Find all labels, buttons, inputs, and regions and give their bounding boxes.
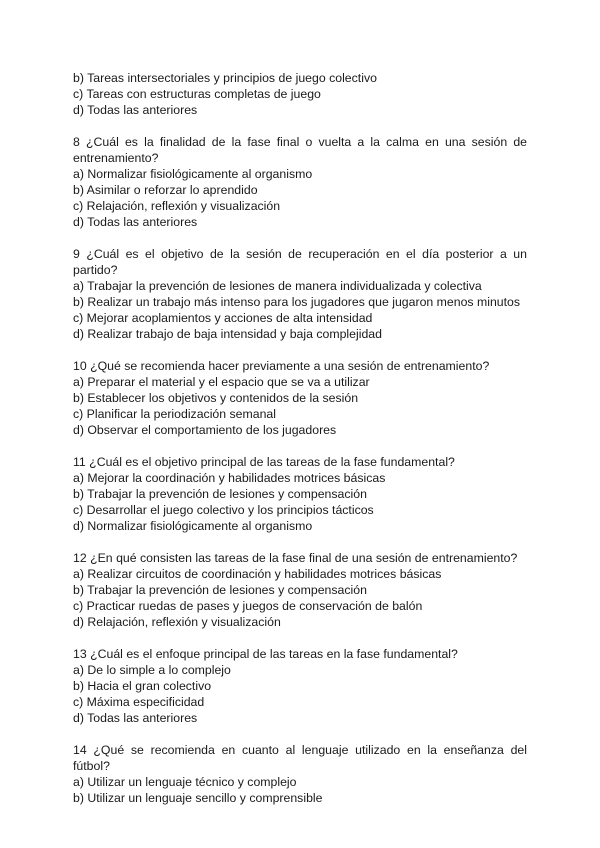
- spacer: [73, 438, 527, 454]
- option-a: a) De lo simple a lo complejo: [73, 663, 231, 677]
- question-text: 11 ¿Cuál es el objetivo principal de las tareas de la fase fundamental?: [73, 455, 455, 469]
- spacer: [73, 118, 527, 134]
- option-b: b) Realizar un trabajo más intenso para los jugadores que jugaron menos minutos: [73, 295, 521, 309]
- option-a: a) Normalizar fisiológicamente al organismo: [73, 167, 313, 181]
- spacer: [73, 534, 527, 550]
- question-block-13: [73, 646, 527, 726]
- option-b: b) Hacia el gran colectivo: [73, 679, 212, 693]
- question-text: 9 ¿Cuál es el objetivo de la sesión de recuperación en el día posterior a un partido?: [73, 247, 527, 277]
- option-d: d) Normalizar fisiológicamente al organismo: [73, 519, 313, 533]
- option-d: d) Relajación, reflexión y visualización: [73, 615, 281, 629]
- option-c: c) Desarrollar el juego colectivo y los principios tácticos: [73, 503, 374, 517]
- spacer: [73, 342, 527, 358]
- option-b: b) Establecer los objetivos y contenidos de la sesión: [73, 391, 359, 405]
- option-b: b) Trabajar la prevención de lesiones y compensación: [73, 487, 367, 501]
- question-text: 14 ¿Qué se recomienda en cuanto al lenguaje utilizado en la enseñanza del fútbol?: [73, 743, 527, 773]
- option-c: c) Practicar ruedas de pases y juegos de conservación de balón: [73, 599, 423, 613]
- option-a: a) Preparar el material y el espacio que se va a utilizar: [73, 375, 370, 389]
- question-block-9: [73, 246, 527, 342]
- question-block-10: [73, 358, 527, 438]
- spacer: [73, 230, 527, 246]
- option-c: c) Mejorar acoplamientos y acciones de alta intensidad: [73, 311, 373, 325]
- document-page: [73, 70, 527, 806]
- option-d: d) Realizar trabajo de baja intensidad y baja complejidad: [73, 327, 382, 341]
- option-a: a) Utilizar un lenguaje técnico y complejo: [73, 775, 297, 789]
- option-c: c) Planificar la periodización semanal: [73, 407, 276, 421]
- question-text: 8 ¿Cuál es la finalidad de la fase final o vuelta a la calma en una sesión de entrenamiento?: [73, 135, 527, 165]
- spacer: [73, 726, 527, 742]
- spacer: [73, 630, 527, 646]
- option-d: d) Todas las anteriores: [73, 215, 198, 229]
- option-c: c) Tareas con estructuras completas de juego: [73, 87, 321, 101]
- option-b: b) Asimilar o reforzar lo aprendido: [73, 183, 258, 197]
- question-block-11: [73, 454, 527, 534]
- question-text: 10 ¿Qué se recomienda hacer previamente a una sesión de entrenamiento?: [73, 359, 490, 373]
- option-c: c) Relajación, reflexión y visualización: [73, 199, 281, 213]
- question-text: 13 ¿Cuál es el enfoque principal de las tareas en la fase fundamental?: [73, 647, 458, 661]
- option-c: c) Máxima especificidad: [73, 695, 205, 709]
- option-d: d) Todas las anteriores: [73, 711, 198, 725]
- question-block-14: [73, 742, 527, 806]
- option-b: b) Trabajar la prevención de lesiones y compensación: [73, 583, 367, 597]
- question-text: 12 ¿En qué consisten las tareas de la fase final de una sesión de entrenamiento?: [73, 551, 518, 565]
- option-b: b) Tareas intersectoriales y principios de juego colectivo: [73, 71, 377, 85]
- option-b: b) Utilizar un lenguaje sencillo y comprensible: [73, 791, 323, 805]
- question-block-8: [73, 134, 527, 230]
- option-d: d) Todas las anteriores: [73, 103, 198, 117]
- question-block-7-continuation: [73, 70, 527, 118]
- question-block-12: [73, 550, 527, 630]
- option-a: a) Trabajar la prevención de lesiones de manera individualizada y colectiva: [73, 279, 482, 293]
- option-d: d) Observar el comportamiento de los jugadores: [73, 423, 337, 437]
- option-a: a) Realizar circuitos de coordinación y habilidades motrices básicas: [73, 567, 442, 581]
- option-a: a) Mejorar la coordinación y habilidades motrices básicas: [73, 471, 386, 485]
